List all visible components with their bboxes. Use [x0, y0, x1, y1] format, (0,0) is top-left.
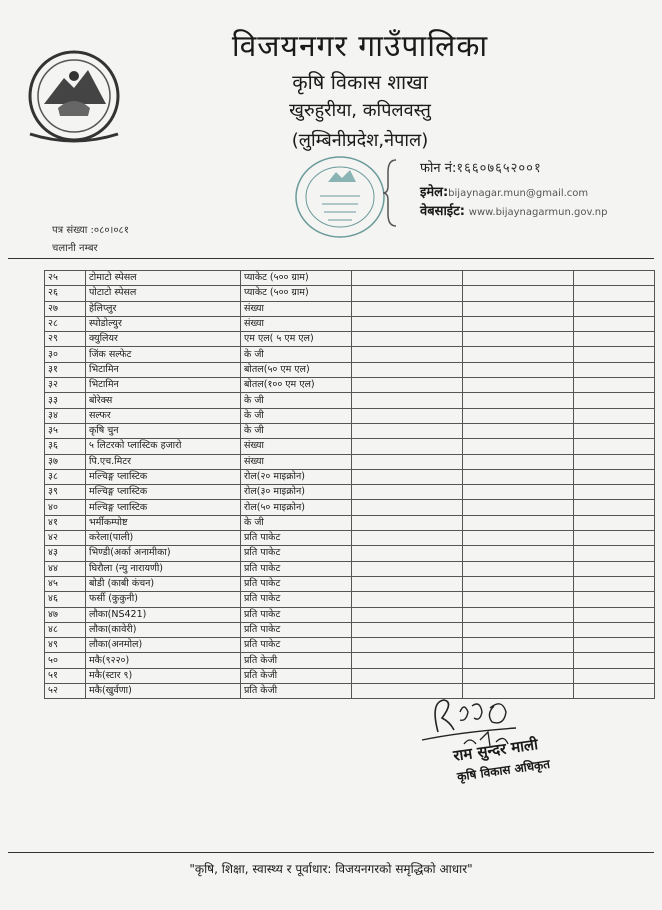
unit-cell: के जी [241, 393, 352, 408]
item-name-cell: फर्सी (कुकुनी) [86, 592, 241, 607]
serial-number-cell: ३२ [45, 378, 86, 393]
serial-number-cell: २५ [45, 271, 86, 286]
empty-cell [463, 622, 574, 637]
empty-cell [352, 622, 463, 637]
item-name-cell: ५ लिटरको प्लास्टिक हजारो [86, 439, 241, 454]
item-name-cell: भिटामिन [86, 378, 241, 393]
serial-number-cell: ४१ [45, 515, 86, 530]
unit-cell: बोतल(१०० एम एल) [241, 378, 352, 393]
empty-cell [574, 546, 655, 561]
empty-cell [574, 561, 655, 576]
empty-cell [463, 378, 574, 393]
empty-cell [352, 653, 463, 668]
unit-cell: प्रति पाकेट [241, 638, 352, 653]
empty-cell [574, 576, 655, 591]
unit-cell: बोतल(५० एम एल) [241, 362, 352, 377]
item-name-cell: मल्चिङ्ग प्लास्टिक [86, 469, 241, 484]
serial-number-cell: ४२ [45, 531, 86, 546]
empty-cell [352, 423, 463, 438]
empty-cell [352, 485, 463, 500]
unit-cell: संख्या [241, 316, 352, 331]
empty-cell [574, 454, 655, 469]
unit-cell: रोल(५० माइक्रोन) [241, 500, 352, 515]
empty-cell [463, 638, 574, 653]
serial-number-cell: ३३ [45, 393, 86, 408]
empty-cell [352, 439, 463, 454]
unit-cell: रोल(३० माइक्रोन) [241, 485, 352, 500]
empty-cell [463, 316, 574, 331]
table-row [45, 332, 655, 347]
table-row [45, 378, 655, 393]
empty-cell [574, 500, 655, 515]
unit-cell: प्रति पाकेट [241, 531, 352, 546]
empty-cell [574, 622, 655, 637]
table-row [45, 485, 655, 500]
unit-cell: एम एल( ५ एम एल) [241, 332, 352, 347]
table-row [45, 301, 655, 316]
unit-cell: संख्या [241, 301, 352, 316]
empty-cell [574, 592, 655, 607]
serial-number-cell: ३० [45, 347, 86, 362]
unit-cell: के जी [241, 515, 352, 530]
serial-number-cell: ३६ [45, 439, 86, 454]
empty-cell [352, 607, 463, 622]
unit-cell: प्रति पाकेट [241, 546, 352, 561]
item-name-cell: मल्चिङ्ग प्लास्टिक [86, 500, 241, 515]
empty-cell [574, 408, 655, 423]
unit-cell: के जी [241, 408, 352, 423]
unit-cell: प्रति पाकेट [241, 576, 352, 591]
serial-number-cell: ३१ [45, 362, 86, 377]
empty-cell [463, 423, 574, 438]
serial-number-cell: ४३ [45, 546, 86, 561]
empty-cell [463, 393, 574, 408]
empty-cell [352, 393, 463, 408]
location-text: खुरुहुरीया, कपिलवस्तु [289, 100, 431, 121]
empty-cell [352, 469, 463, 484]
table-row [45, 515, 655, 530]
empty-cell [463, 515, 574, 530]
email-value[interactable]: bijaynagar.mun@gmail.com [448, 188, 589, 199]
items-table [44, 270, 655, 699]
letter-number: पत्र संख्या :०८०।०८१ [52, 225, 129, 236]
empty-cell [463, 408, 574, 423]
item-name-cell: कृषि चुन [86, 423, 241, 438]
empty-cell [463, 653, 574, 668]
serial-number-cell: ५० [45, 653, 86, 668]
empty-cell [463, 454, 574, 469]
serial-number-cell: ५१ [45, 668, 86, 683]
table-row [45, 454, 655, 469]
empty-cell [463, 301, 574, 316]
item-name-cell: जिंक सल्फेट [86, 347, 241, 362]
empty-cell [574, 531, 655, 546]
empty-cell [574, 607, 655, 622]
website-line [420, 201, 607, 219]
item-name-cell: लौका(NS421) [86, 607, 241, 622]
footer-divider [8, 852, 654, 853]
empty-cell [352, 592, 463, 607]
table-row [45, 362, 655, 377]
table-row [45, 607, 655, 622]
item-name-cell: भिण्डी(अर्का अनामीका) [86, 546, 241, 561]
item-name-cell: लौका(अनमोल) [86, 638, 241, 653]
empty-cell [352, 378, 463, 393]
unit-cell: संख्या [241, 439, 352, 454]
serial-number-cell: ३४ [45, 408, 86, 423]
unit-cell: प्याकेट (५०० ग्राम) [241, 286, 352, 301]
unit-cell: के जी [241, 347, 352, 362]
empty-cell [574, 378, 655, 393]
empty-cell [574, 286, 655, 301]
item-name-cell: टोमाटो स्पेसल [86, 271, 241, 286]
serial-number-cell: ४० [45, 500, 86, 515]
empty-cell [574, 301, 655, 316]
empty-cell [463, 332, 574, 347]
empty-cell [574, 393, 655, 408]
empty-cell [463, 592, 574, 607]
serial-number-cell: ४९ [45, 638, 86, 653]
empty-cell [352, 546, 463, 561]
brace-icon [382, 158, 398, 228]
unit-cell: रोल(२० माइक्रोन) [241, 469, 352, 484]
serial-number-cell: ३८ [45, 469, 86, 484]
empty-cell [352, 515, 463, 530]
email-line [420, 182, 588, 200]
unit-cell: प्रति केजी [241, 684, 352, 699]
item-name-cell: पि.एच.मिटर [86, 454, 241, 469]
phone-label: फोन नं: [420, 161, 457, 176]
table-row [45, 684, 655, 699]
empty-cell [352, 347, 463, 362]
unit-cell: प्रति पाकेट [241, 592, 352, 607]
unit-cell: प्रति केजी [241, 653, 352, 668]
item-name-cell: भर्मीकम्पोष्ट [86, 515, 241, 530]
footer-motto: "कृषि, शिक्षा, स्वास्थ्य र पूर्वाधार: विजयनगरको समृद्धिको आधार" [189, 862, 473, 876]
empty-cell [574, 362, 655, 377]
signatory-name: राम सुन्दर माली [452, 735, 540, 765]
item-name-cell: मकै(खुर्वणा) [86, 684, 241, 699]
table-row [45, 469, 655, 484]
empty-cell [352, 531, 463, 546]
website-value[interactable]: www.bijaynagarmun.gov.np [468, 207, 608, 218]
signatory-title: कृषि विकास अधिकृत [456, 756, 551, 784]
item-name-cell: बोडी (काबी कंचन) [86, 576, 241, 591]
office-seal-icon [292, 152, 388, 242]
serial-number-cell: २७ [45, 301, 86, 316]
phone-value: १६६०७६५२००१ [456, 161, 542, 176]
empty-cell [352, 576, 463, 591]
item-name-cell: स्पोडोल्युर [86, 316, 241, 331]
empty-cell [352, 332, 463, 347]
item-name-cell: पोटाटो स्पेसल [86, 286, 241, 301]
website-label: वेबसाईट: [420, 204, 465, 219]
empty-cell [352, 316, 463, 331]
empty-cell [352, 500, 463, 515]
item-name-cell: मकै(स्टार ९) [86, 668, 241, 683]
item-name-cell: बोरेक्स [86, 393, 241, 408]
serial-number-cell: ४५ [45, 576, 86, 591]
empty-cell [352, 638, 463, 653]
empty-cell [352, 271, 463, 286]
serial-number-cell: ५२ [45, 684, 86, 699]
unit-cell: प्याकेट (५०० ग्राम) [241, 271, 352, 286]
empty-cell [463, 271, 574, 286]
empty-cell [352, 668, 463, 683]
item-name-cell: घिरौला (न्यु नारायणी) [86, 561, 241, 576]
table-row [45, 286, 655, 301]
table-row [45, 316, 655, 331]
empty-cell [463, 607, 574, 622]
serial-number-cell: ३७ [45, 454, 86, 469]
table-row [45, 500, 655, 515]
empty-cell [352, 561, 463, 576]
empty-cell [574, 271, 655, 286]
empty-cell [463, 439, 574, 454]
table-row [45, 653, 655, 668]
empty-cell [574, 653, 655, 668]
serial-number-cell: ४७ [45, 607, 86, 622]
empty-cell [574, 515, 655, 530]
item-name-cell: मकै(९२२०) [86, 653, 241, 668]
table-row [45, 668, 655, 683]
empty-cell [574, 668, 655, 683]
unit-cell: संख्या [241, 454, 352, 469]
header-divider [8, 258, 654, 259]
municipality-title: विजयनगर गाउँपालिका [231, 29, 489, 64]
empty-cell [463, 668, 574, 683]
empty-cell [352, 301, 463, 316]
item-name-cell: मल्चिङ्ग प्लास्टिक [86, 485, 241, 500]
table-row [45, 561, 655, 576]
unit-cell: प्रति केजी [241, 668, 352, 683]
empty-cell [352, 286, 463, 301]
empty-cell [463, 561, 574, 576]
dispatch-number: चलानी नम्बर [52, 243, 98, 254]
table-row [45, 546, 655, 561]
empty-cell [574, 485, 655, 500]
empty-cell [352, 454, 463, 469]
empty-cell [574, 316, 655, 331]
unit-cell: के जी [241, 423, 352, 438]
empty-cell [463, 546, 574, 561]
empty-cell [574, 423, 655, 438]
table-row [45, 638, 655, 653]
unit-cell: प्रति पाकेट [241, 607, 352, 622]
empty-cell [463, 347, 574, 362]
empty-cell [463, 576, 574, 591]
empty-cell [574, 469, 655, 484]
table-row [45, 408, 655, 423]
branch-name: कृषि विकास शाखा [292, 70, 428, 94]
empty-cell [463, 485, 574, 500]
serial-number-cell: २६ [45, 286, 86, 301]
unit-cell: प्रति पाकेट [241, 561, 352, 576]
item-name-cell: हेलिप्लुर [86, 301, 241, 316]
empty-cell [352, 408, 463, 423]
table-row [45, 423, 655, 438]
item-name-cell: सल्फर [86, 408, 241, 423]
table-row [45, 439, 655, 454]
empty-cell [574, 684, 655, 699]
unit-cell: प्रति पाकेट [241, 622, 352, 637]
serial-number-cell: २८ [45, 316, 86, 331]
empty-cell [352, 362, 463, 377]
serial-number-cell: ४६ [45, 592, 86, 607]
province-text: (लुम्बिनीप्रदेश,नेपाल) [291, 130, 429, 151]
table-row [45, 576, 655, 591]
table-row [45, 531, 655, 546]
serial-number-cell: ३९ [45, 485, 86, 500]
item-name-cell: करेला(पाली) [86, 531, 241, 546]
table-row [45, 393, 655, 408]
item-name-cell: लौका(कावेरी) [86, 622, 241, 637]
serial-number-cell: ३५ [45, 423, 86, 438]
empty-cell [463, 286, 574, 301]
table-row [45, 347, 655, 362]
serial-number-cell: ४८ [45, 622, 86, 637]
phone-line [420, 158, 542, 176]
item-name-cell: क्युलियर [86, 332, 241, 347]
table-row [45, 271, 655, 286]
table-row [45, 622, 655, 637]
empty-cell [463, 362, 574, 377]
empty-cell [463, 469, 574, 484]
item-name-cell: भिटामिन [86, 362, 241, 377]
empty-cell [463, 500, 574, 515]
empty-cell [574, 439, 655, 454]
government-emblem-icon [18, 48, 130, 148]
serial-number-cell: २९ [45, 332, 86, 347]
empty-cell [574, 638, 655, 653]
serial-number-cell: ४४ [45, 561, 86, 576]
empty-cell [574, 347, 655, 362]
empty-cell [574, 332, 655, 347]
email-label: इमेल: [420, 185, 449, 200]
table-row [45, 592, 655, 607]
empty-cell [463, 531, 574, 546]
